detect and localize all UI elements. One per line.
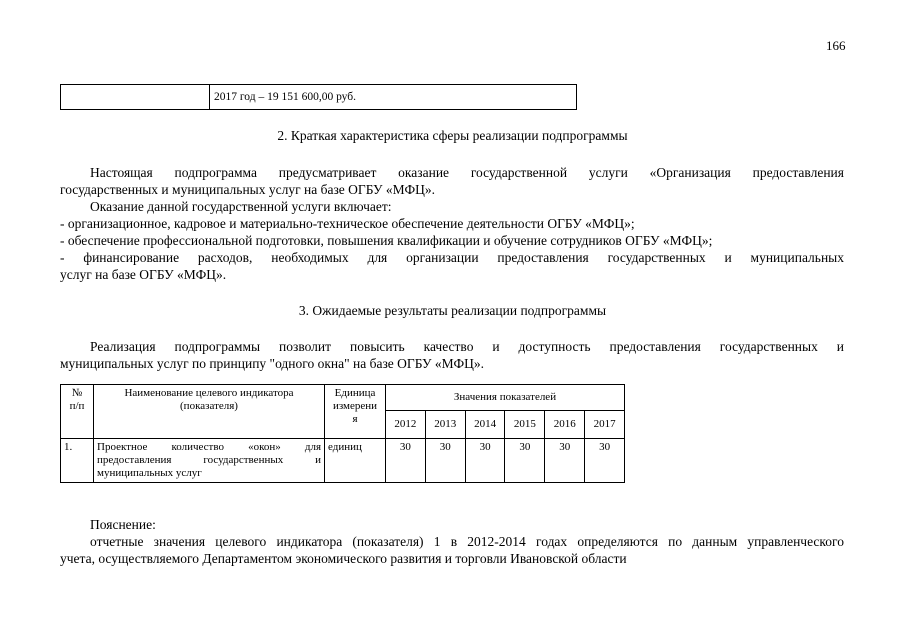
section-2-para-1-line-1: Настоящая подпрограмма предусматривает оказание государственной услуги «Организация предоставления xyxy=(90,165,844,180)
row-value: 30 xyxy=(425,439,465,483)
section-2-para-2: Оказание данной государственной услуги включает: xyxy=(90,199,392,214)
budget-cell-right: 2017 год – 19 151 600,00 руб. xyxy=(210,85,577,110)
table-header-row xyxy=(61,385,625,411)
row-name: Проектное количество «окон» для предоставления государственных и муниципальных услуг xyxy=(94,439,325,483)
header-num: № п/п xyxy=(61,385,94,439)
year-cell: 2016 xyxy=(545,411,585,439)
indicator-table xyxy=(60,384,625,483)
row-unit: единиц xyxy=(325,439,386,483)
header-values: Значения показателей xyxy=(386,385,625,411)
year-cell: 2017 xyxy=(585,411,625,439)
header-unit: Единица измерени я xyxy=(325,385,386,439)
note-line-1: отчетные значения целевого индикатора (показателя) 1 в 2012-2014 годах определяются по данным управленческого xyxy=(90,534,844,549)
year-cell: 2014 xyxy=(465,411,505,439)
budget-cell-left xyxy=(61,85,210,110)
year-cell: 2013 xyxy=(425,411,465,439)
list-item: - организационное, кадровое и материально-техническое обеспечение деятельности ОГБУ «МФЦ»; xyxy=(60,216,635,231)
section-3-para-line-1: Реализация подпрограммы позволит повысить качество и доступность предоставления государственных и xyxy=(90,339,844,354)
list-item: - обеспечение профессиональной подготовки, повышения квалификации и обучение сотрудников ОГБУ «МФЦ»; xyxy=(60,233,713,248)
header-name: Наименование целевого индикатора (показателя) xyxy=(94,385,325,439)
table-row xyxy=(61,439,625,483)
section-2-heading: 2. Краткая характеристика сферы реализации подпрограммы xyxy=(277,128,628,143)
year-cell: 2012 xyxy=(386,411,426,439)
table-row xyxy=(61,85,577,110)
note-title: Пояснение: xyxy=(90,517,156,532)
section-3-para-line-2: муниципальных услуг по принципу "одного окна" на базе ОГБУ «МФЦ». xyxy=(60,356,485,371)
row-value: 30 xyxy=(386,439,426,483)
note-line-2: учета, осуществляемого Департаментом экономического развития и торговли Ивановской области xyxy=(60,551,627,566)
page-number: 166 xyxy=(826,38,846,53)
row-value: 30 xyxy=(585,439,625,483)
row-value: 30 xyxy=(465,439,505,483)
budget-table xyxy=(60,84,577,110)
section-3-heading: 3. Ожидаемые результаты реализации подпрограммы xyxy=(298,303,607,318)
row-value: 30 xyxy=(505,439,545,483)
section-2-para-1-line-2: государственных и муниципальных услуг на базе ОГБУ «МФЦ». xyxy=(60,182,436,197)
list-item: - финансирование расходов, необходимых для организации предоставления государственных и муниципальных xyxy=(60,250,844,265)
list-item-continuation: услуг на базе ОГБУ «МФЦ». xyxy=(60,267,227,282)
year-cell: 2015 xyxy=(505,411,545,439)
row-num: 1. xyxy=(61,439,94,483)
row-value: 30 xyxy=(545,439,585,483)
